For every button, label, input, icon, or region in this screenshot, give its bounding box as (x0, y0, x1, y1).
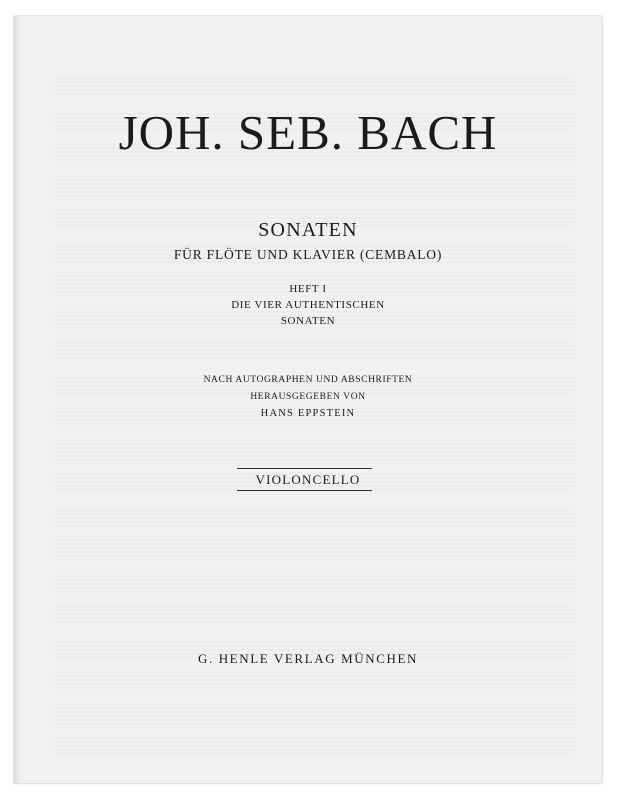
show-through-staff (54, 510, 574, 526)
volume-description-line-2: SONATEN (280, 315, 336, 327)
editorial-note-line-1: NACH AUTOGRAPHEN UND ABSCHRIFTEN (203, 375, 413, 385)
composer-name: JOH. SEB. BACH (118, 105, 498, 160)
show-through-staff (54, 342, 574, 358)
show-through-staff (54, 444, 574, 460)
instrument-rule-bottom (237, 490, 372, 491)
work-subtitle: FÜR FLÖTE UND KLAVIER (CEMBALO) (173, 247, 443, 262)
editor-name: HANS EPPSTEIN (260, 408, 356, 419)
publisher-name: G. HENLE VERLAG MÜNCHEN (198, 651, 418, 666)
instrument-rule-top (237, 468, 372, 469)
show-through-staff (54, 540, 574, 556)
show-through-staff (54, 738, 574, 754)
show-through-staff (54, 180, 574, 196)
editorial-note-line-2: HERAUSGEGEBEN VON (250, 392, 366, 402)
score-cover-page (14, 16, 602, 783)
show-through-staff (54, 576, 574, 592)
show-through-staff (54, 78, 574, 94)
volume-description-line-1: DIE VIER AUTHENTISCHEN (231, 299, 385, 311)
work-title: SONATEN (258, 219, 358, 241)
show-through-staff (54, 606, 574, 622)
volume-number: HEFT I (289, 283, 327, 295)
show-through-staff (54, 672, 574, 688)
instrument-label: VIOLONCELLO (255, 472, 361, 487)
show-through-staff (54, 708, 574, 724)
